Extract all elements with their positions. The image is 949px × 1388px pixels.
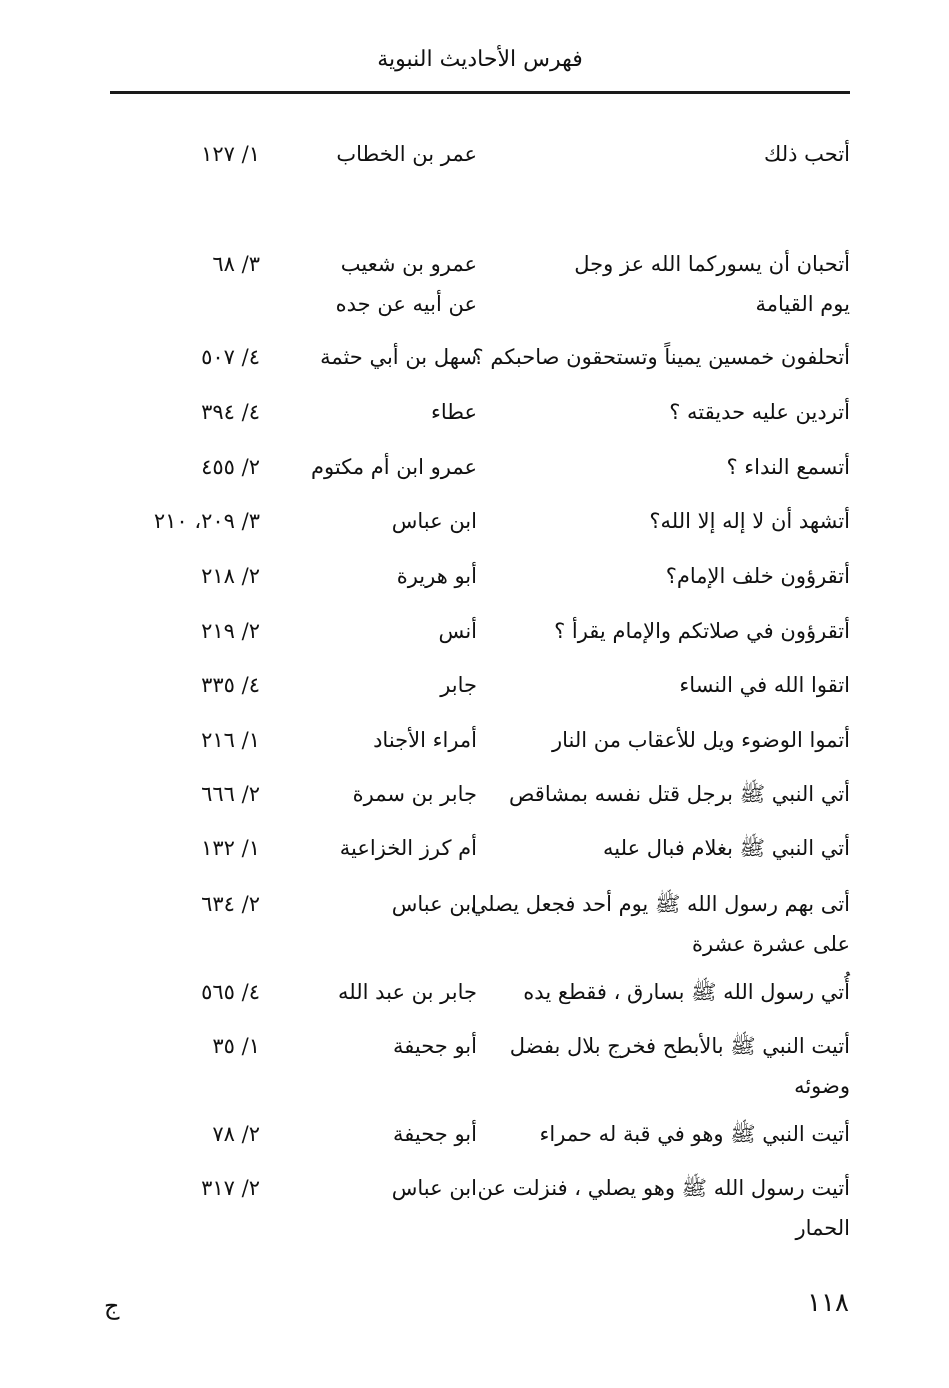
hadith-text: أتحب ذلك bbox=[764, 142, 850, 166]
index-entry bbox=[110, 1026, 850, 1106]
narrator: أبو جحيفة bbox=[393, 1122, 477, 1146]
index-entry bbox=[110, 244, 850, 324]
index-entry bbox=[110, 337, 850, 377]
index-entry bbox=[110, 828, 850, 868]
narrator: ابن عباس bbox=[391, 1176, 477, 1200]
narrator: أبو جحيفة bbox=[393, 1034, 477, 1058]
index-entry bbox=[110, 972, 850, 1012]
index-entry bbox=[110, 774, 850, 814]
narrator: جابر بن سمرة bbox=[352, 782, 477, 806]
volume-page-ref: ٢/ ٧٨ bbox=[212, 1122, 260, 1146]
hadith-text: أتيت النبي ﷺ وهو في قبة له حمراء bbox=[539, 1122, 850, 1146]
signature-letter: ج bbox=[104, 1292, 120, 1320]
volume-page-ref: ٣/ ٦٨ bbox=[212, 252, 260, 276]
hadith-text: أتحلفون خمسين يميناً وتستحقون صاحبكم ؟ bbox=[472, 345, 850, 369]
narrator: جابر بن عبد الله bbox=[337, 980, 477, 1004]
volume-page-ref: ٤/ ٥٦٥ bbox=[201, 980, 260, 1004]
hadith-text: أتحبان أن يسوركما الله عز وجل يوم القيامة bbox=[574, 252, 850, 316]
narrator: أمراء الأجناد bbox=[373, 728, 477, 752]
index-entry bbox=[110, 556, 850, 596]
volume-page-ref: ٢/ ٢١٩ bbox=[201, 619, 260, 643]
narrator: أنس bbox=[438, 619, 477, 643]
index-entry bbox=[110, 1168, 850, 1248]
index-entry bbox=[110, 884, 850, 964]
hadith-text: أتموا الوضوء ويل للأعقاب من النار bbox=[552, 728, 850, 752]
hadith-text: أتقرؤون خلف الإمام؟ bbox=[665, 564, 850, 588]
page-number: ١١٨ bbox=[807, 1288, 849, 1318]
volume-page-ref: ١/ ٢١٦ bbox=[201, 728, 260, 752]
volume-page-ref: ٤/ ٣٣٥ bbox=[201, 673, 260, 697]
volume-page-ref: ٤/ ٥٠٧ bbox=[201, 345, 260, 369]
narrator: سهل بن أبي حثمة bbox=[320, 345, 477, 369]
hadith-text: أتي النبي ﷺ بغلام فبال عليه bbox=[603, 836, 850, 860]
volume-page-ref: ٢/ ٢١٨ bbox=[201, 564, 260, 588]
volume-page-ref: ٢/ ٦٣٤ bbox=[201, 892, 260, 916]
index-entry bbox=[110, 611, 850, 651]
hadith-text: أتى بهم رسول الله ﷺ يوم أحد فجعل يصلي على عشرة عشرة bbox=[470, 892, 850, 956]
hadith-text: أتي النبي ﷺ برجل قتل نفسه بمشاقص bbox=[509, 782, 850, 806]
hadith-text: أتيت رسول الله ﷺ وهو يصلي ، فنزلت عن الحمار bbox=[477, 1176, 850, 1240]
narrator: عطاء bbox=[430, 400, 477, 424]
volume-page-ref: ٢/ ٤٥٥ bbox=[201, 455, 260, 479]
volume-page-ref: ١/ ١٣٢ bbox=[201, 836, 260, 860]
hadith-text: أتقرؤون في صلاتكم والإمام يقرأ ؟ bbox=[554, 619, 850, 643]
volume-page-ref: ٢/ ٣١٧ bbox=[201, 1176, 260, 1200]
narrator: أبو هريرة bbox=[396, 564, 477, 588]
volume-page-ref: ١/ ٣٥ bbox=[212, 1034, 260, 1058]
volume-page-ref: ٤/ ٣٩٤ bbox=[201, 400, 260, 424]
narrator: ابن عباس bbox=[391, 509, 477, 533]
narrator: ابن عباس bbox=[391, 892, 477, 916]
hadith-text: أُتي رسول الله ﷺ بسارق ، فقطع يده bbox=[523, 980, 850, 1004]
index-entry bbox=[110, 665, 850, 705]
narrator: جابر bbox=[440, 673, 477, 697]
volume-page-ref: ٢/ ٦٦٦ bbox=[201, 782, 260, 806]
running-header: فهرس الأحاديث النبوية bbox=[377, 47, 583, 72]
hadith-text: أتردين عليه حديقته ؟ bbox=[669, 400, 850, 424]
index-entry bbox=[110, 392, 850, 432]
hadith-text: أتشهد أن لا إله إلا الله؟ bbox=[649, 509, 850, 533]
narrator: عمر بن الخطاب bbox=[336, 142, 477, 166]
index-entry bbox=[110, 1114, 850, 1154]
narrator: عمرو ابن أم مكتوم bbox=[311, 455, 477, 479]
volume-page-ref: ٣/ ٢٠٩، ٢١٠ bbox=[153, 509, 260, 533]
hadith-text: أتيت النبي ﷺ بالأبطح فخرج بلال بفضل وضوئه bbox=[509, 1034, 850, 1098]
hadith-text: اتقوا الله في النساء bbox=[679, 673, 850, 697]
hadith-text: أتسمع النداء ؟ bbox=[726, 455, 850, 479]
index-entry bbox=[110, 134, 850, 174]
index-entry bbox=[110, 501, 850, 541]
header-rule bbox=[110, 91, 850, 94]
volume-page-ref: ١/ ١٢٧ bbox=[201, 142, 260, 166]
index-entry bbox=[110, 447, 850, 487]
narrator: أم كرز الخزاعية bbox=[339, 836, 477, 860]
index-entry bbox=[110, 720, 850, 760]
narrator: عمرو بن شعيب عن أبيه عن جده bbox=[335, 252, 477, 316]
